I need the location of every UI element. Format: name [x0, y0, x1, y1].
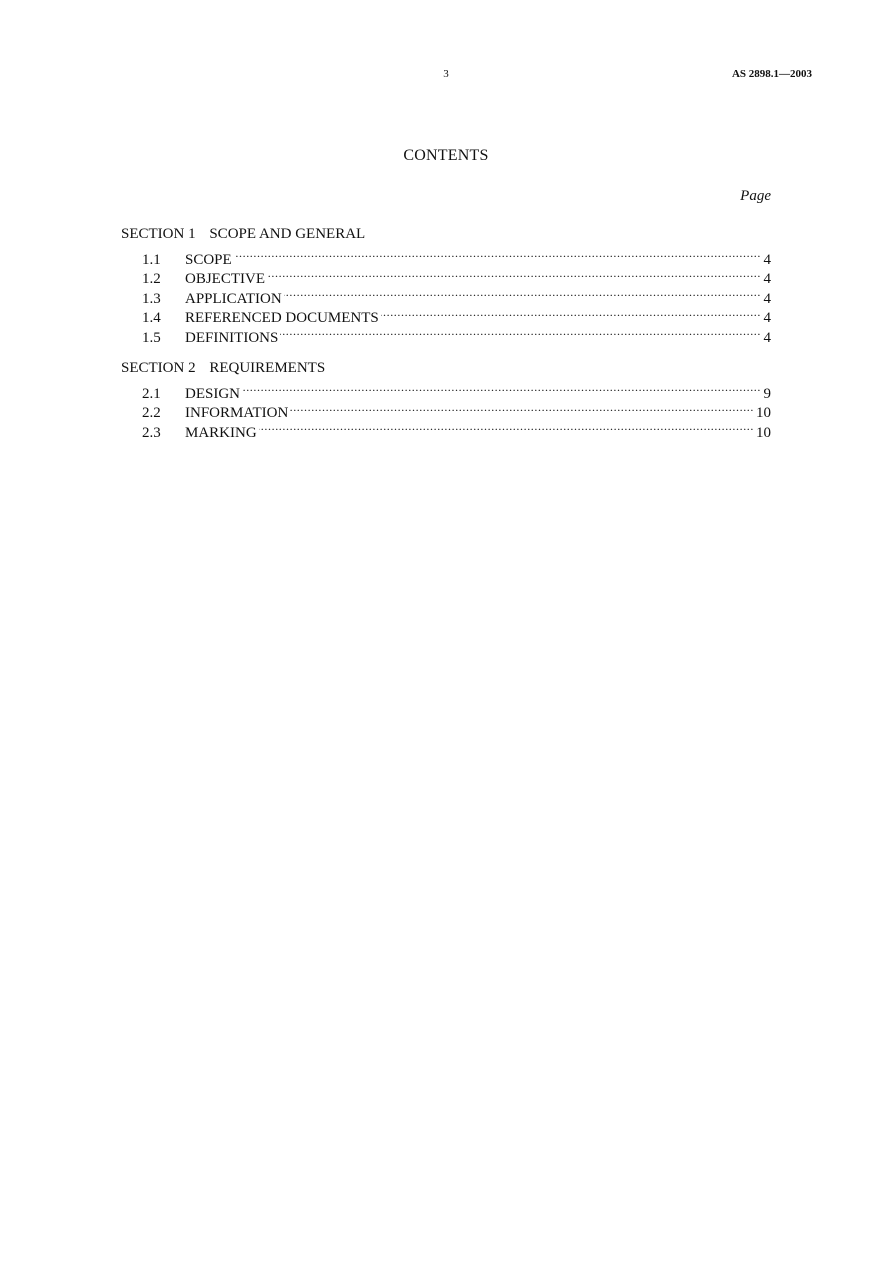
entry-page: 10 — [756, 424, 771, 441]
page-column-label: Page — [740, 188, 771, 204]
entry-page: 4 — [763, 251, 771, 268]
entry-title: SCOPE — [185, 251, 232, 268]
entry-number: 2.1 — [142, 385, 161, 402]
dot-leader — [290, 398, 754, 418]
toc-section-1 — [121, 225, 771, 346]
section-label: SECTION 2 — [121, 359, 196, 376]
entry-title: APPLICATION — [185, 290, 282, 307]
entry-title: REFERENCED DOCUMENTS — [185, 310, 379, 327]
entry-page: 9 — [763, 385, 771, 402]
entry-title: INFORMATION — [185, 405, 289, 422]
section-title: SCOPE AND GENERAL — [209, 226, 366, 242]
entry-page: 4 — [763, 290, 771, 307]
table-of-contents — [121, 225, 771, 454]
entry-number: 1.5 — [142, 329, 161, 346]
dot-leader — [381, 303, 761, 323]
entry-title: DESIGN — [185, 385, 240, 402]
entry-number: 2.2 — [142, 405, 161, 422]
entry-title: DEFINITIONS — [185, 329, 279, 346]
entry-page: 4 — [763, 271, 771, 288]
entry-page: 10 — [756, 405, 771, 422]
entry-number: 2.3 — [142, 424, 161, 441]
section-label: SECTION 1 — [121, 226, 196, 242]
section-title: REQUIREMENTS — [209, 359, 326, 376]
entry-number: 1.3 — [142, 290, 161, 307]
entry-page: 4 — [763, 329, 771, 346]
entry-number: 1.2 — [142, 271, 161, 288]
section-heading — [121, 359, 771, 378]
dot-leader — [284, 283, 761, 303]
entry-number: 1.1 — [142, 251, 161, 268]
section-heading — [121, 225, 771, 244]
toc-section-2 — [121, 359, 771, 441]
entry-title: MARKING — [185, 424, 257, 441]
toc-entry[interactable] — [121, 378, 771, 402]
entry-page: 4 — [763, 310, 771, 327]
dot-leader — [242, 378, 761, 398]
dot-leader — [259, 417, 754, 437]
toc-entry[interactable] — [121, 244, 771, 268]
entry-title: OBJECTIVE — [185, 271, 265, 288]
dot-leader — [234, 244, 761, 264]
contents-title: CONTENTS — [403, 147, 489, 164]
entry-number: 1.4 — [142, 310, 161, 327]
dot-leader — [280, 322, 761, 342]
page-number: 3 — [443, 68, 449, 80]
document-id: AS 2898.1—2003 — [731, 68, 812, 80]
dot-leader — [267, 264, 761, 284]
